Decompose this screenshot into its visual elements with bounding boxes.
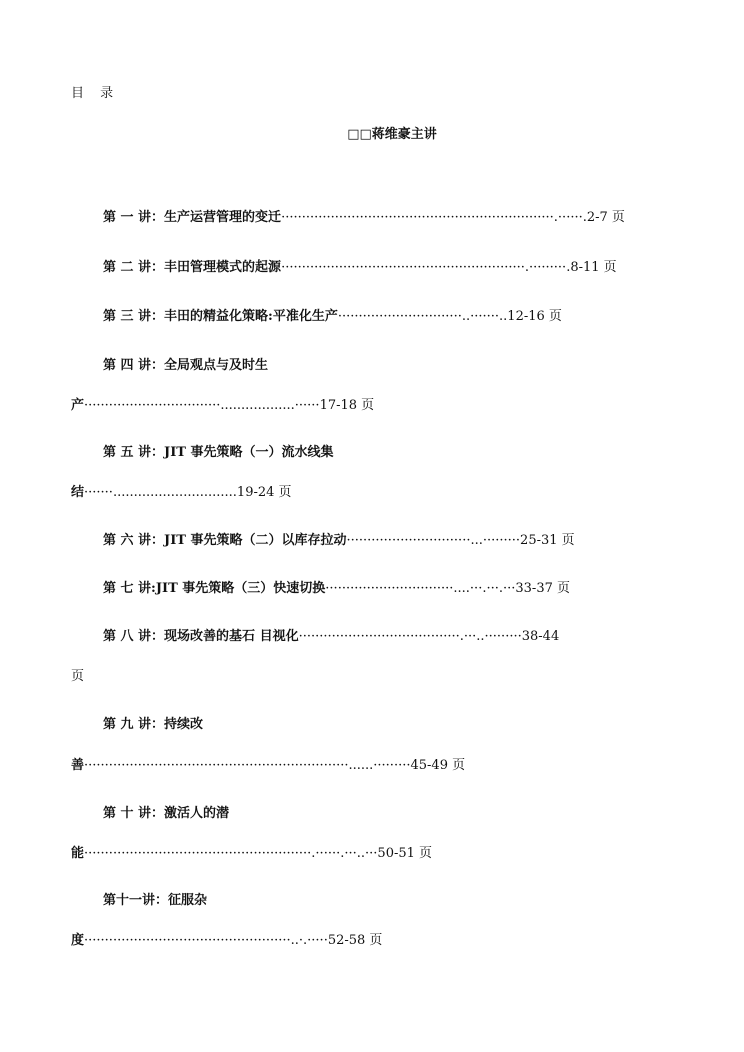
toc-entry-title: 善 <box>71 758 85 773</box>
toc-entry <box>103 532 575 550</box>
toc-entry <box>103 892 207 910</box>
toc-entry-title: 结 <box>71 485 85 500</box>
toc-entry-page: 50-51 页 <box>377 846 433 861</box>
toc-entry <box>103 357 268 375</box>
toc-entry-leader: ·······································.···..········· <box>298 629 522 644</box>
toc-entry-page: 19-24 页 <box>236 485 292 500</box>
toc-entry-continuation <box>71 668 84 686</box>
toc-entry <box>103 580 570 598</box>
toc-entry-continuation <box>71 845 432 863</box>
toc-subtitle: □□蒋维豪主讲 <box>347 127 437 142</box>
toc-entry-title: 度 <box>71 933 85 948</box>
toc-entry-leader: ·······························....···.···.··· <box>325 581 516 596</box>
toc-entry <box>103 444 333 462</box>
toc-entry <box>103 628 559 646</box>
toc-entry-page: .2-7 页 <box>582 210 625 225</box>
toc-entry-continuation <box>71 397 374 415</box>
toc-entry-title: 第 五 讲：JIT 事先策略（一）流水线集 <box>103 445 334 460</box>
toc-entry-page: 33-37 页 <box>515 581 570 596</box>
toc-entry-title: 第 四 讲：全局观点与及时生 <box>103 358 269 373</box>
toc-entry <box>103 805 229 823</box>
toc-entry-title: 第 六 讲：JIT 事先策略（二）以库存拉动 <box>103 533 347 548</box>
toc-entry-page: ..12-16 页 <box>499 309 562 324</box>
toc-entry-page-unit: 页 <box>71 669 85 684</box>
toc-entry-leader: ·······.............................. <box>84 485 237 500</box>
toc-entry-leader: ································································......········· <box>84 758 411 773</box>
toc-entry-page: 38-44 <box>521 629 560 644</box>
toc-entry-title: 产 <box>71 398 85 413</box>
toc-entry-leader: ·································..................······ <box>84 398 320 413</box>
toc-entry-title: 第 八 讲：现场改善的基石 目视化 <box>103 629 299 644</box>
toc-entry-title: 第 十 讲：激活人的潜 <box>103 806 230 821</box>
toc-entry-leader: ·······················································.······.···..··· <box>84 846 378 861</box>
toc-entry-title: 第 七 讲:JIT 事先策略（三）快速切换 <box>103 581 326 596</box>
toc-entry-page: .8-11 页 <box>566 260 617 275</box>
toc-entry-page: 45-49 页 <box>410 758 466 773</box>
toc-entry <box>103 259 617 277</box>
toc-entry-title: 第 九 讲：持续改 <box>103 717 204 732</box>
toc-entry-page: 17-18 页 <box>319 398 375 413</box>
toc-entry-title: 能 <box>71 846 85 861</box>
toc-entry-continuation <box>71 484 292 502</box>
toc-entry-title: 第十一讲：征服杂 <box>103 893 208 908</box>
toc-entry <box>103 308 562 326</box>
toc-entry-title: 第 二 讲：丰田管理模式的起源 <box>103 260 282 275</box>
toc-entry <box>103 209 625 227</box>
toc-entry-leader: ··················································..·.····· <box>84 933 328 948</box>
toc-entry-title: 第 三 讲：丰田的精益化策略:平准化生产 <box>103 309 338 324</box>
toc-entry-continuation <box>71 757 465 775</box>
toc-entry-title: 第 一 讲：生产运营管理的变迁 <box>103 210 282 225</box>
toc-entry-leader: ······························..······· <box>337 309 500 324</box>
toc-entry-leader: ··································································.······ <box>281 210 583 225</box>
toc-entry-page: 25-31 页 <box>520 533 575 548</box>
toc-heading: 目 录 <box>71 86 120 101</box>
toc-entry <box>103 716 203 734</box>
toc-entry-page: 52-58 页 <box>327 933 383 948</box>
toc-entry-leader: ···························································.········· <box>281 260 567 275</box>
toc-entry-continuation <box>71 932 382 950</box>
toc-entry-leader: ······························...········· <box>346 533 521 548</box>
